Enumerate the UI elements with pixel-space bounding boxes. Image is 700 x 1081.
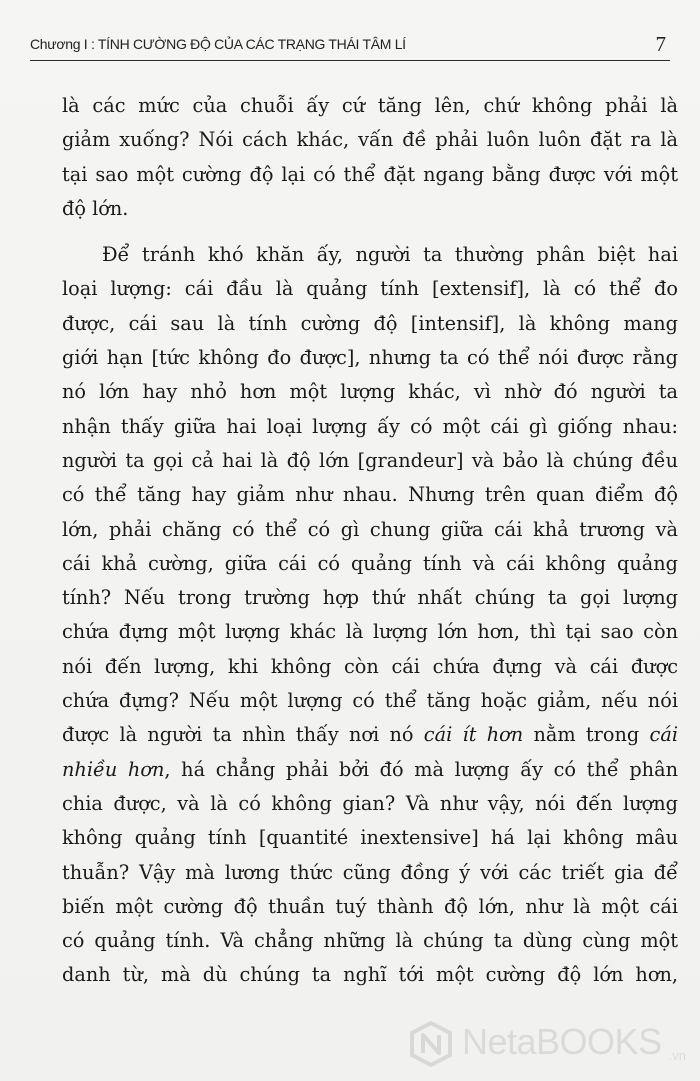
text-line: loại lượng: cái đầu là quảng tính [extensif], là có thể đo	[62, 277, 678, 301]
text-line: cái khả cường, giữa cái có quảng tính và cái không quảng	[62, 551, 678, 575]
text-line: chia được, và là có không gian? Và như vậy, nói đến lượng	[62, 791, 678, 815]
chapter-title: Chương I : TÍNH CƯỜNG ĐỘ CỦA CÁC TRẠNG THÁI TÂM LÍ	[30, 36, 406, 52]
text-line: được, cái sau là tính cường độ [intensif], là không mang	[62, 311, 678, 335]
text-line: chứa đựng? Nếu một lượng có thể tăng hoặc giảm, nếu nói	[62, 689, 678, 713]
text-line: nói đến lượng, khi không còn cái chứa đựng và cái được	[62, 654, 678, 678]
text-line: chứa đựng một lượng khác là lượng lớn hơn, thì tại sao còn	[62, 620, 678, 644]
watermark-brand: NetaBOOKS	[462, 1021, 662, 1062]
text-line	[62, 718, 678, 752]
neta-hexagon-n-icon	[408, 1021, 454, 1067]
text-line: thuẫn? Vậy mà lương thức cũng đồng ý với các triết gia để	[62, 860, 678, 884]
italic-phrase: nhiều hơn	[62, 757, 165, 781]
body-text	[62, 89, 678, 993]
text-line: là các mức của chuỗi ấy cứ tăng lên, chứ không phải là	[62, 94, 678, 117]
text-line: độ lớn.	[62, 196, 129, 220]
text-line: biến một cường độ thuần tuý thành độ lớn, như là một cái	[62, 894, 678, 918]
text-line: giới hạn [tức không đo được], nhưng ta có thể nói được rằng	[62, 346, 678, 370]
text-line: nhận thấy giữa hai loại lượng ấy có một cái gì giống nhau:	[62, 414, 678, 438]
running-header	[30, 30, 670, 61]
netabooks-watermark	[408, 1019, 686, 1069]
text-line: giảm xuống? Nói cách khác, vấn đề phải luôn luôn đặt ra là	[62, 128, 678, 152]
text-line: Để tránh khó khăn ấy, người ta thường phân biệt hai	[102, 243, 678, 267]
text-segment: nằm trong	[523, 723, 650, 747]
text-line: có quảng tính. Và chẳng những là chúng ta dùng cùng một	[62, 929, 678, 953]
text-segment: , há chẳng phải bởi đó mà lượng ấy có thể phân	[164, 757, 678, 781]
text-line: tính? Nếu trong trường hợp thứ nhất chúng ta gọi lượng	[62, 586, 678, 610]
text-line: danh từ, mà dù chúng ta nghĩ tới một cường độ lớn hơn,	[62, 963, 678, 987]
text-line	[62, 753, 678, 787]
italic-phrase: cái ít hơn	[423, 723, 524, 747]
watermark-suffix: .vn	[668, 1048, 686, 1063]
text-line: tại sao một cường độ lại có thể đặt ngang bằng được với một	[62, 162, 678, 186]
text-line: lớn, phải chăng có thể có gì chung giữa cái khả trương và	[62, 517, 678, 541]
text-line: không quảng tính [quantité inextensive] há lại không mâu	[62, 826, 678, 850]
text-segment: được là người ta nhìn thấy nơi nó	[62, 723, 424, 747]
italic-phrase: cái	[649, 723, 679, 747]
text-line: có thể tăng hay giảm như nhau. Nhưng trên quan điểm độ	[62, 483, 678, 507]
text-line: người ta gọi cả hai là độ lớn [grandeur] và bảo là chúng đều	[62, 448, 678, 472]
text-line: nó lớn hay nhỏ hơn một lượng khác, vì nhờ đó người ta	[62, 380, 678, 404]
page-number: 7	[655, 32, 666, 56]
